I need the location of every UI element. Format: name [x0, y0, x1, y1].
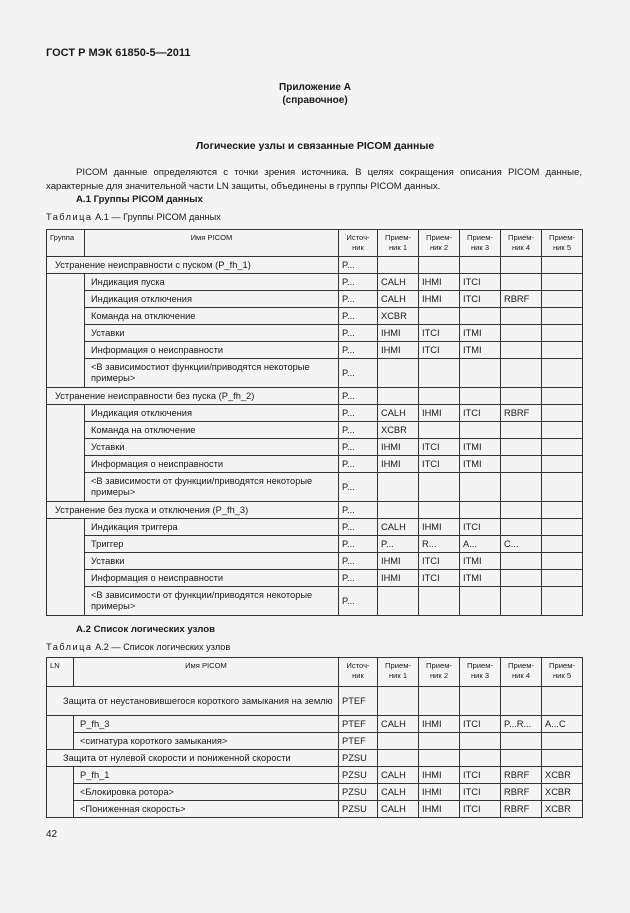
receiver-cell [501, 308, 542, 325]
source-cell: P... [339, 536, 378, 553]
column-header: Прием-ник 2 [419, 658, 460, 687]
a2-caption-text: А.2 — Список логических узлов [95, 642, 231, 652]
receiver-cell [542, 439, 583, 456]
table-row [47, 405, 583, 422]
receiver-cell [501, 439, 542, 456]
source-cell: PTEF [339, 687, 378, 716]
table-row [47, 308, 583, 325]
receiver-cell [501, 519, 542, 536]
indent-cell [47, 553, 85, 570]
source-cell: P... [339, 439, 378, 456]
source-cell: P... [339, 291, 378, 308]
source-cell: P... [339, 519, 378, 536]
receiver-cell [542, 291, 583, 308]
column-header: Имя PICOM [74, 658, 339, 687]
source-cell: P... [339, 473, 378, 502]
receiver-cell: XCBR [542, 801, 583, 818]
receiver-cell [501, 274, 542, 291]
receiver-cell [378, 359, 419, 388]
column-header: Прием-ник 1 [378, 230, 419, 257]
column-header: Источ-ник [339, 658, 378, 687]
column-header: Прием-ник 1 [378, 658, 419, 687]
receiver-cell [378, 733, 419, 750]
picom-name: <В зависимости от функции/приводятся некоторые примеры> [85, 587, 339, 616]
receiver-cell: ITCI [419, 439, 460, 456]
receiver-cell [542, 456, 583, 473]
receiver-cell [542, 473, 583, 502]
table-row [47, 767, 583, 784]
receiver-cell: RBRF [501, 405, 542, 422]
receiver-cell: ITCI [460, 801, 501, 818]
receiver-cell: RBRF [501, 801, 542, 818]
source-cell: P... [339, 308, 378, 325]
picom-name: <В зависимостиот функции/приводятся некоторые примеры> [85, 359, 339, 388]
receiver-cell [378, 473, 419, 502]
indent-cell [47, 308, 85, 325]
receiver-cell [419, 473, 460, 502]
receiver-cell: IHMI [378, 439, 419, 456]
receiver-cell: CALH [378, 716, 419, 733]
indent-cell [47, 801, 74, 818]
receiver-cell [419, 257, 460, 274]
receiver-cell: P... [378, 536, 419, 553]
receiver-cell [419, 422, 460, 439]
receiver-cell: CALH [378, 801, 419, 818]
receiver-cell [542, 750, 583, 767]
receiver-cell [542, 257, 583, 274]
receiver-cell [501, 325, 542, 342]
picom-name: Индикация отключения [85, 405, 339, 422]
receiver-cell: ITMI [460, 325, 501, 342]
picom-name: Уставки [85, 553, 339, 570]
receiver-cell: ITCI [460, 784, 501, 801]
group-row [47, 388, 583, 405]
receiver-cell [419, 359, 460, 388]
receiver-cell [460, 388, 501, 405]
table-row [47, 784, 583, 801]
group-name: Устранение неисправности без пуска (P_fh_2) [47, 388, 339, 405]
column-header: Имя PICOM [85, 230, 339, 257]
picom-name: <В зависимости от функции/приводятся некоторые примеры> [85, 473, 339, 502]
indent-cell [47, 359, 85, 388]
receiver-cell [460, 587, 501, 616]
receiver-cell: IHMI [419, 716, 460, 733]
picom-name: Триггер [85, 536, 339, 553]
receiver-cell: IHMI [378, 342, 419, 359]
receiver-cell: CALH [378, 291, 419, 308]
receiver-cell: IHMI [378, 570, 419, 587]
appendix-label [0, 81, 630, 107]
receiver-cell: IHMI [419, 801, 460, 818]
source-cell: PTEF [339, 716, 378, 733]
table-row [47, 422, 583, 439]
receiver-cell: ITCI [460, 519, 501, 536]
receiver-cell [419, 388, 460, 405]
header-row [47, 230, 583, 257]
column-header: Группа [47, 230, 85, 257]
picom-name: Уставки [85, 325, 339, 342]
table-row [47, 342, 583, 359]
receiver-cell [460, 750, 501, 767]
picom-name: Информация о неисправности [85, 342, 339, 359]
appendix-title: Приложение А [279, 82, 351, 93]
receiver-cell: RBRF [501, 291, 542, 308]
receiver-cell: CALH [378, 767, 419, 784]
receiver-cell: CALH [378, 519, 419, 536]
source-cell: P... [339, 456, 378, 473]
picom-name: <Блокировка ротора> [74, 784, 339, 801]
receiver-cell [542, 325, 583, 342]
indent-cell [47, 587, 85, 616]
picom-name: <Пониженная скорость> [74, 801, 339, 818]
picom-name: <сигнатура короткого замыкания> [74, 733, 339, 750]
receiver-cell [460, 359, 501, 388]
receiver-cell [378, 587, 419, 616]
receiver-cell: C... [501, 536, 542, 553]
receiver-cell [419, 687, 460, 716]
table-row [47, 553, 583, 570]
table-row [47, 536, 583, 553]
group-row [47, 687, 583, 716]
group-row [47, 257, 583, 274]
appendix-subtitle: (справочное) [282, 95, 348, 106]
receiver-cell [542, 274, 583, 291]
page-number: 42 [46, 829, 58, 840]
receiver-cell [542, 405, 583, 422]
receiver-cell [542, 342, 583, 359]
source-cell: P... [339, 274, 378, 291]
receiver-cell: XCBR [542, 767, 583, 784]
receiver-cell: XCBR [378, 308, 419, 325]
table-row [47, 716, 583, 733]
receiver-cell: ITCI [419, 456, 460, 473]
receiver-cell: RBRF [501, 784, 542, 801]
receiver-cell: ITCI [460, 405, 501, 422]
picom-name: Индикация пуска [85, 274, 339, 291]
receiver-cell [460, 687, 501, 716]
a1-caption-prefix: Таблица [46, 212, 93, 222]
receiver-cell [542, 359, 583, 388]
receiver-cell [378, 750, 419, 767]
receiver-cell [501, 750, 542, 767]
receiver-cell: IHMI [419, 767, 460, 784]
receiver-cell [419, 502, 460, 519]
table-row [47, 456, 583, 473]
column-header: Прием-ник 5 [542, 230, 583, 257]
receiver-cell: XCBR [542, 784, 583, 801]
table-row [47, 587, 583, 616]
picom-name: Уставки [85, 439, 339, 456]
picom-name: Индикация отключения [85, 291, 339, 308]
receiver-cell [501, 570, 542, 587]
receiver-cell [460, 422, 501, 439]
receiver-cell [542, 502, 583, 519]
receiver-cell [542, 308, 583, 325]
receiver-cell [542, 536, 583, 553]
indent-cell [47, 422, 85, 439]
section-title: Логические узлы и связанные PICOM данные [195, 140, 435, 152]
column-header: Прием-ник 2 [419, 230, 460, 257]
table-row [47, 325, 583, 342]
receiver-cell: XCBR [378, 422, 419, 439]
source-cell: P... [339, 325, 378, 342]
table-a2 [46, 657, 583, 818]
receiver-cell [542, 733, 583, 750]
picom-name: Информация о неисправности [85, 570, 339, 587]
source-cell: P... [339, 553, 378, 570]
group-name: Защита от неустановившегося короткого замыкания на землю [47, 687, 339, 716]
intro-paragraph: PICOM данные определяются с точки зрения источника. В целях сокращения описания PICOM данные, характерные для значительной части LN защиты, объединены в группы PICOM данных. [46, 167, 582, 192]
source-cell: P... [339, 422, 378, 439]
receiver-cell: IHMI [419, 274, 460, 291]
table-row [47, 570, 583, 587]
receiver-cell: IHMI [378, 325, 419, 342]
table-row [47, 359, 583, 388]
receiver-cell [501, 553, 542, 570]
receiver-cell: ITMI [460, 439, 501, 456]
indent-cell [47, 456, 85, 473]
receiver-cell [501, 342, 542, 359]
receiver-cell [419, 733, 460, 750]
group-name: Устранение без пуска и отключения (P_fh_3) [47, 502, 339, 519]
receiver-cell [378, 687, 419, 716]
header-row [47, 658, 583, 687]
a2-caption-prefix: Таблица [46, 642, 93, 652]
indent-cell [47, 291, 85, 308]
receiver-cell [378, 388, 419, 405]
a1-caption-text: А.1 — Группы PICOM данных [95, 212, 221, 222]
source-cell: P... [339, 342, 378, 359]
indent-cell [47, 405, 85, 422]
receiver-cell: A... [460, 536, 501, 553]
receiver-cell [501, 388, 542, 405]
indent-cell [47, 570, 85, 587]
indent-cell [47, 519, 85, 536]
receiver-cell: IHMI [378, 553, 419, 570]
receiver-cell [501, 257, 542, 274]
receiver-cell [501, 587, 542, 616]
receiver-cell: P...R... [501, 716, 542, 733]
column-header: LN [47, 658, 74, 687]
picom-name: P_fh_1 [74, 767, 339, 784]
receiver-cell: ITMI [460, 456, 501, 473]
receiver-cell: ITCI [419, 325, 460, 342]
receiver-cell: ITMI [460, 342, 501, 359]
indent-cell [47, 439, 85, 456]
receiver-cell: ITCI [419, 553, 460, 570]
receiver-cell [542, 519, 583, 536]
receiver-cell [419, 750, 460, 767]
receiver-cell [378, 257, 419, 274]
picom-name: Информация о неисправности [85, 456, 339, 473]
picom-name: Команда на отключение [85, 308, 339, 325]
receiver-cell [542, 388, 583, 405]
receiver-cell: ITCI [419, 342, 460, 359]
source-cell: P... [339, 359, 378, 388]
receiver-cell: IHMI [378, 456, 419, 473]
receiver-cell: CALH [378, 405, 419, 422]
table-row [47, 291, 583, 308]
table-a1 [46, 229, 583, 616]
indent-cell [47, 274, 85, 291]
indent-cell [47, 784, 74, 801]
table-row [47, 519, 583, 536]
source-cell: PZSU [339, 750, 378, 767]
receiver-cell [460, 308, 501, 325]
receiver-cell: ITCI [460, 291, 501, 308]
column-header: Прием-ник 4 [501, 658, 542, 687]
receiver-cell: IHMI [419, 405, 460, 422]
receiver-cell: ITCI [460, 716, 501, 733]
source-cell: PZSU [339, 767, 378, 784]
picom-name: Индикация триггера [85, 519, 339, 536]
receiver-cell: ITCI [460, 274, 501, 291]
receiver-cell: A...C [542, 716, 583, 733]
column-header: Прием-ник 5 [542, 658, 583, 687]
picom-name: Команда на отключение [85, 422, 339, 439]
receiver-cell [501, 359, 542, 388]
a2-heading: А.2 Список логических узлов [76, 624, 215, 635]
receiver-cell [542, 587, 583, 616]
receiver-cell [501, 473, 542, 502]
source-cell: PZSU [339, 801, 378, 818]
document-header: ГОСТ Р МЭК 61850-5—2011 [46, 47, 191, 59]
receiver-cell [419, 587, 460, 616]
table-row [47, 439, 583, 456]
receiver-cell [419, 308, 460, 325]
table-row [47, 473, 583, 502]
source-cell: PTEF [339, 733, 378, 750]
indent-cell [47, 325, 85, 342]
indent-cell [47, 733, 74, 750]
indent-cell [47, 342, 85, 359]
indent-cell [47, 536, 85, 553]
source-cell: P... [339, 388, 378, 405]
group-name: Защита от нулевой скорости и пониженной скорости [47, 750, 339, 767]
group-row [47, 502, 583, 519]
receiver-cell: ITCI [419, 570, 460, 587]
receiver-cell: IHMI [419, 784, 460, 801]
receiver-cell [460, 257, 501, 274]
receiver-cell [501, 687, 542, 716]
column-header: Прием-ник 4 [501, 230, 542, 257]
receiver-cell [460, 473, 501, 502]
receiver-cell: ITMI [460, 570, 501, 587]
indent-cell [47, 767, 74, 784]
table-row [47, 801, 583, 818]
receiver-cell [501, 456, 542, 473]
receiver-cell: RBRF [501, 767, 542, 784]
receiver-cell [542, 553, 583, 570]
receiver-cell: CALH [378, 274, 419, 291]
receiver-cell [460, 502, 501, 519]
table-row [47, 733, 583, 750]
column-header: Прием-ник 3 [460, 230, 501, 257]
receiver-cell: ITMI [460, 553, 501, 570]
receiver-cell: ITCI [460, 767, 501, 784]
receiver-cell [501, 733, 542, 750]
receiver-cell: R... [419, 536, 460, 553]
a2-caption [46, 642, 230, 652]
group-row [47, 750, 583, 767]
receiver-cell [542, 570, 583, 587]
picom-name: P_fh_3 [74, 716, 339, 733]
receiver-cell [501, 502, 542, 519]
receiver-cell: IHMI [419, 291, 460, 308]
source-cell: P... [339, 257, 378, 274]
source-cell: P... [339, 587, 378, 616]
a1-heading: А.1 Группы PICOM данных [76, 194, 203, 205]
column-header: Прием-ник 3 [460, 658, 501, 687]
receiver-cell [460, 733, 501, 750]
source-cell: P... [339, 570, 378, 587]
receiver-cell [542, 687, 583, 716]
source-cell: P... [339, 502, 378, 519]
source-cell: PZSU [339, 784, 378, 801]
a1-caption [46, 212, 221, 222]
group-name: Устранение неисправности с пуском (P_fh_1) [47, 257, 339, 274]
receiver-cell: IHMI [419, 519, 460, 536]
table-row [47, 274, 583, 291]
receiver-cell [501, 422, 542, 439]
column-header: Источ-ник [339, 230, 378, 257]
receiver-cell: CALH [378, 784, 419, 801]
indent-cell [47, 716, 74, 733]
receiver-cell [542, 422, 583, 439]
indent-cell [47, 473, 85, 502]
receiver-cell [378, 502, 419, 519]
source-cell: P... [339, 405, 378, 422]
